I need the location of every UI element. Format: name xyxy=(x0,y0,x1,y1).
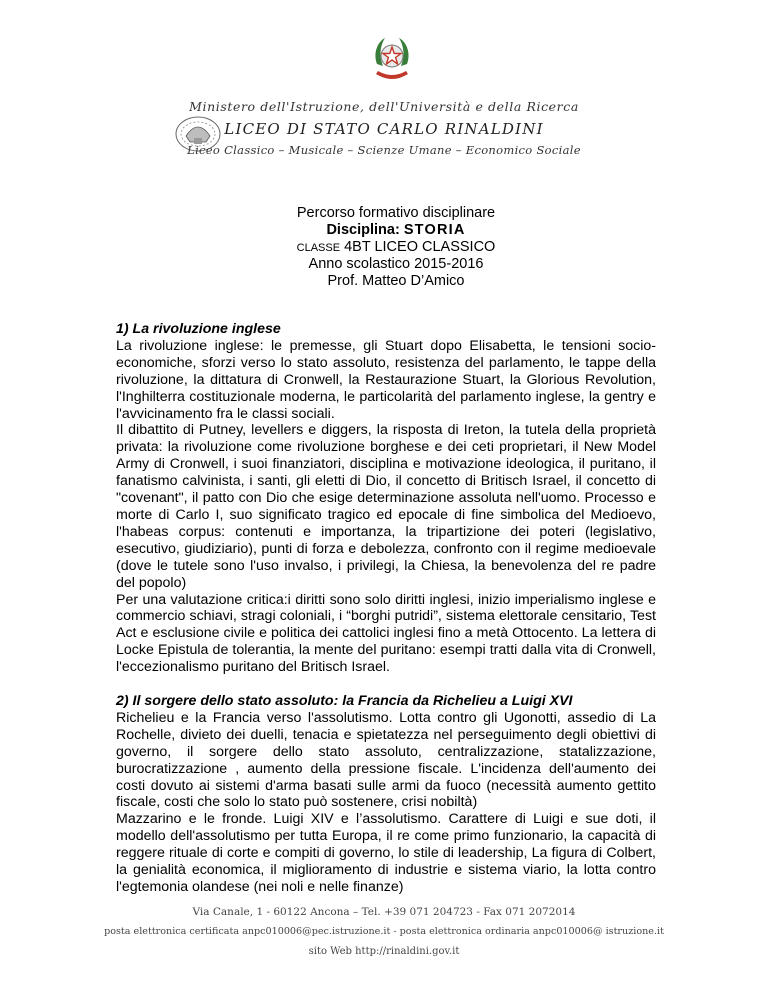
discipline-value: STORIA xyxy=(403,222,466,238)
course-title: Percorso formativo disciplinare xyxy=(296,205,496,221)
discipline-label: Disciplina: xyxy=(326,222,404,238)
footer-website: sito Web http://rinaldini.gov.it xyxy=(308,946,460,957)
class-value: 4BT LICEO CLASSICO xyxy=(340,239,496,255)
school-name: LICEO DI STATO CARLO RINALDINI xyxy=(224,120,544,138)
footer-address: Via Canale, 1 - 60122 Ancona – Tel. +39 071 204723 - Fax 071 2072014 xyxy=(192,906,576,918)
italian-republic-emblem-icon xyxy=(371,34,413,84)
paragraph: Il dibattito di Putney, levellers e diggers, la risposta di Ireton, la tutela della proprietà privata: la rivoluzione come rivoluzione borghese e dei ceti proprietari, il New Model Army di Cronwell, i suoi finanziatori, disciplina e motivazione ideologica, il puritano, il fanatismo calvinista, i santi, gli eletti di Dio, il concetto di Britisch Israel, il concetto di "covenant", il patto con Dio che esige determinazione assoluta nell'uomo. Processo e morte di Carlo I, suo significato tragico ed epocale di fine simbolica del Medioevo, l'habeas corpus: contenuti e importanza, la tripartizione dei poteri (legislativo, esecutivo, giudiziario), punti di forza e debolezza, confronto con il regime medioevale (dove le tutele sono l'uso invalso, i privilegi, la Chiesa, la benevolenza del re padre del popolo) xyxy=(116,422,656,591)
paragraph: Mazzarino e le fronde. Luigi XIV e l’assolutismo. Carattere di Luigi e sue doti, il modello dell'assolutismo per tutta Europa, il re come primo funzionario, la capacità di reggere rituale di corte e compiti di governo, lo stile di leadership, La figura di Colbert, la genialità economica, il miglioramento di industrie e sistema viario, la lotta contro l'egtemonia olandese (nei noli e nelle finanze) xyxy=(116,811,656,895)
paragraph: Richelieu e la Francia verso l'assolutismo. Lotta contro gli Ugonotti, assedio di La Rochelle, divieto dei duelli, tenacia e spietatezza nel perseguimento degli obiettivi di governo, il sorgere dello stato assoluto, centralizzazione, statalizzazione, burocratizzazione , aumento della pressione fiscale. L'incidenza dell'aumento dei costi dovuto ai sistemi d'arma basati sulle armi da fuoco (necessità aumento gettito fiscale, costi che solo lo stato può sostenere, crisi nobiltà) xyxy=(116,709,656,811)
teacher-name: Prof. Matteo D’Amico xyxy=(327,273,465,289)
section-title: 1) La rivoluzione inglese xyxy=(116,321,281,337)
section-title: 2) Il sorgere dello stato assoluto: la Francia da Richelieu a Luigi XVI xyxy=(116,693,573,710)
class-label: CLASSE xyxy=(296,242,341,254)
discipline-line xyxy=(0,222,768,239)
school-year: Anno scolastico 2015-2016 xyxy=(308,256,484,272)
ministry-name: Ministero dell'Istruzione, dell'Università e della Ricerca xyxy=(189,99,579,114)
paragraph: Per una valutazione critica:i diritti sono solo diritti inglesi, inizio imperialismo inglese e commercio schiavi, stragi coloniali, i “borghi putridi”, sistema elettorale censitario, Test Act e esclusione civile e politica dei cattolici inglesi fino a metà Ottocento. La lettera di Locke Epistula de tolerantia, la mente del puritano: esempi tratti dalla vita di Cronwell, l'eccezionalismo puritano del Britisch Israel. xyxy=(116,591,656,676)
paragraph: La rivoluzione inglese: le premesse, gli Stuart dopo Elisabetta, le tensioni socio-economiche, sforzi verso lo stato assoluto, resistenza del parlamento, le tappe della rivoluzione, la dittatura di Cronwell, la Restaurazione Stuart, la Glorious Revolution, l'Inghilterra costituzionale moderna, le particolarità del parlamento inglese, la gentry e l'avvicinamento fra le classi sociali. xyxy=(116,337,656,422)
syllabus-content xyxy=(116,321,656,896)
footer-emails: posta elettronica certificata anpc010006@pec.istruzione.it - posta elettronica ordinaria anpc010006@ istruzione.it xyxy=(104,926,664,937)
section-english-revolution xyxy=(116,321,656,676)
class-line xyxy=(0,239,768,257)
school-branches: Liceo Classico – Musicale – Scienze Umane – Economico Sociale xyxy=(187,143,581,157)
section-absolute-state xyxy=(116,693,656,896)
